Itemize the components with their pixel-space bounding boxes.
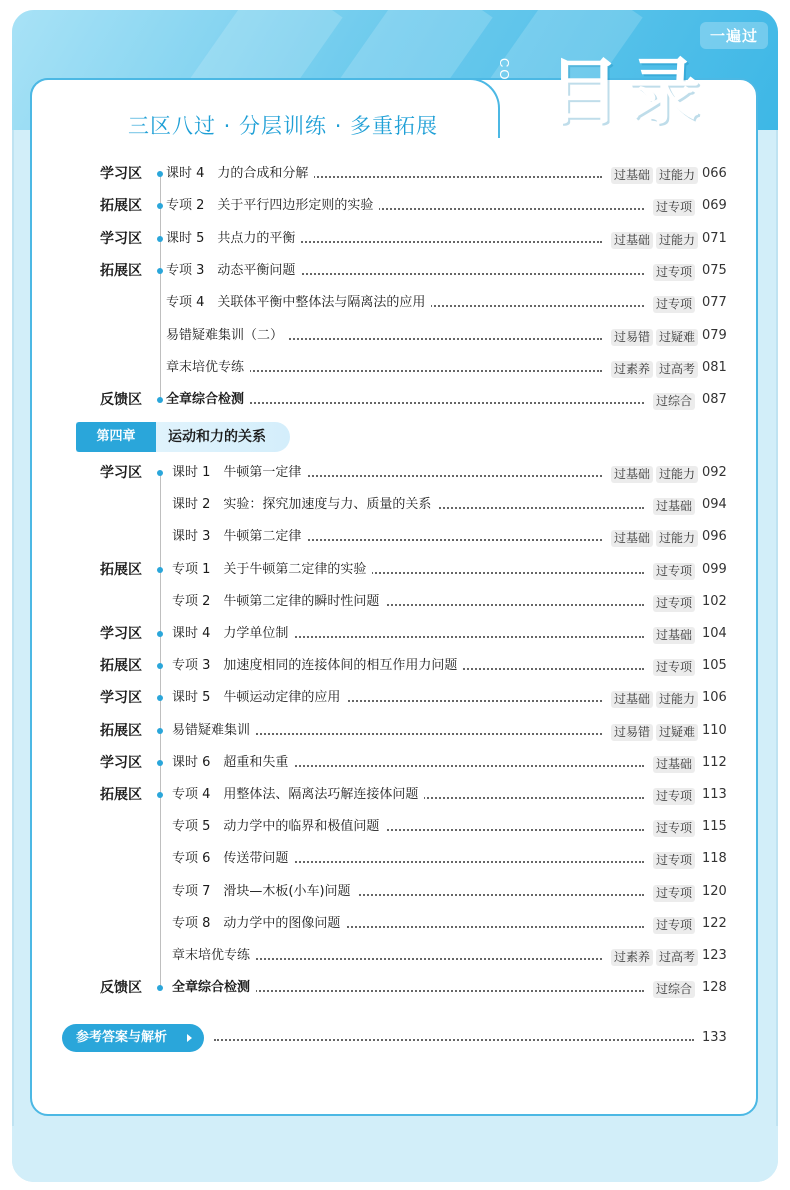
level-tag: 过专项 [653,563,695,580]
answers-page-number[interactable]: 133 [702,1030,727,1045]
zone-dot-icon [157,171,163,177]
toc-entry-tags [650,916,695,934]
toc-entry-title[interactable]: 课时 5 牛顿运动定律的应用 [172,688,346,708]
toc-entry-title[interactable]: 课时 2 实验：探究加速度与力、质量的关系 [172,495,437,515]
toc-entry-title[interactable]: 课时 4 力学单位制 [172,624,294,644]
page-number[interactable]: 106 [702,690,727,706]
slogan: 三区八过 · 分层训练 · 多重拓展 [128,114,439,138]
zone-dot-icon [157,728,163,734]
toc-entry-title[interactable]: 专项 8 动力学中的图像问题 [172,914,346,934]
toc-entry-tags [608,529,698,547]
page-number[interactable]: 128 [702,980,727,996]
zone-label: 学习区 [100,465,142,481]
toc-entry-tags [650,755,695,773]
zone-label: 拓展区 [100,722,142,739]
dot-leader [214,1039,694,1041]
level-tag: 过专项 [653,595,695,612]
toc-entry-tags [650,594,695,612]
toc-entry-title[interactable]: 专项 6 传送带问题 [172,849,294,869]
page-number[interactable]: 118 [702,851,727,867]
level-tag: 过能力 [656,466,698,483]
page-number[interactable]: 081 [702,359,727,375]
zone-dot-icon [157,631,163,637]
page-number[interactable]: 104 [702,626,727,641]
toc-entry-title[interactable]: 专项 1 关于牛顿第二定律的实验 [172,560,372,580]
level-tag: 过疑难 [656,724,698,741]
zone-label: 学习区 [100,626,142,642]
level-tag: 过基础 [611,530,653,547]
page-number[interactable]: 066 [702,166,727,181]
toc-entry-title[interactable]: 专项 2 牛顿第二定律的瞬时性问题 [172,592,385,612]
level-tag: 过疑难 [656,329,698,346]
level-tag: 过能力 [656,167,698,184]
zone-label: 学习区 [100,230,142,247]
toc-entry-tags [650,497,695,515]
level-tag: 过易错 [611,329,653,346]
page-number[interactable]: 094 [702,497,727,513]
toc-entry-tags [650,980,695,998]
level-tag: 过专项 [653,296,695,313]
zone-label: 拓展区 [100,198,142,215]
toc-entry-tags [650,263,695,281]
zone-dot-icon [157,203,163,209]
level-tag: 过基础 [611,232,653,249]
toc-entry-tags [650,198,695,216]
toc-entry-title[interactable]: 专项 7 滑块—木板(小车)问题 [172,882,357,902]
zone-dot-icon [157,397,163,403]
toc-entry-tags [650,819,695,837]
toc-entry-title[interactable]: 专项 4 用整体法、隔离法巧解连接体问题 [172,785,424,805]
toc-entry-title[interactable]: 专项 3 动态平衡问题 [166,261,301,281]
toc-entry-title[interactable]: 专项 4 关联体平衡中整体法与隔离法的应用 [166,293,431,313]
page-number[interactable]: 092 [702,465,727,480]
dot-leader [192,990,644,992]
toc-entry-tags [650,658,695,676]
toc-entry-title[interactable]: 专项 3 加速度相同的连接体间的相互作用力问题 [172,656,463,676]
level-tag: 过基础 [611,466,653,483]
page-number[interactable]: 102 [702,593,727,609]
page-number[interactable]: 113 [702,787,727,802]
level-tag: 过基础 [611,167,653,184]
level-tag: 过基础 [653,627,695,644]
level-tag: 过能力 [656,232,698,249]
page-number[interactable]: 122 [702,915,727,931]
toc-entry-tags [608,231,698,249]
toc-entry-tags [650,851,695,869]
page-number[interactable]: 096 [702,529,727,545]
level-tag: 过基础 [611,691,653,708]
series-logo: 一遍过 [700,22,768,49]
page-number[interactable]: 075 [702,262,727,278]
toc-entry-tags [608,465,698,483]
page-number[interactable]: 071 [702,230,727,246]
page-number[interactable]: 123 [702,948,727,963]
level-tag: 过综合 [653,393,695,410]
toc-entry-tags [650,562,695,580]
zone-dot-icon [157,985,163,991]
toc-entry-title[interactable]: 全章综合检测 [172,978,256,998]
answers-label: 参考答案与解析 [76,1030,168,1045]
toc-entry-tags [608,328,698,346]
chapter-name[interactable]: 运动和力的关系 [168,429,266,445]
toc-entry-tags [650,392,695,410]
level-tag: 过易错 [611,724,653,741]
level-tag: 过专项 [653,820,695,837]
page-number[interactable]: 110 [702,722,727,738]
page-number[interactable]: 120 [702,883,727,899]
toc-entry-tags [650,884,695,902]
toc-entry-title[interactable]: 专项 2 关于平行四边形定则的实验 [166,196,379,216]
page-number[interactable]: 105 [702,658,727,674]
dot-leader [186,402,644,404]
page-number[interactable]: 112 [702,754,727,770]
level-tag: 过基础 [653,756,695,773]
level-tag: 过专项 [653,917,695,934]
toc-entry-title[interactable]: 易错疑难集训（二） [166,326,289,346]
zone-dot-icon [157,792,163,798]
level-tag: 过专项 [653,199,695,216]
level-tag: 过高考 [656,949,698,966]
level-tag: 过专项 [653,885,695,902]
zone-label: 学习区 [100,690,142,707]
page-number[interactable]: 099 [702,561,727,577]
page-number[interactable]: 079 [702,327,727,343]
page-number[interactable]: 087 [702,392,727,408]
zone-label: 反馈区 [100,980,142,997]
zone-label: 拓展区 [100,787,142,803]
level-tag: 过素养 [611,361,653,378]
level-tag: 过综合 [653,981,695,998]
level-tag: 过高考 [656,361,698,378]
toc-entry-title[interactable]: 课时 5 共点力的平衡 [166,229,301,249]
zone-dot-icon [157,470,163,476]
toc-entry-title[interactable]: 章末培优专练 [166,358,250,378]
level-tag: 过能力 [656,691,698,708]
level-tag: 过专项 [653,788,695,805]
toc-entry-tags [608,360,698,378]
toc-entry-tags [650,295,695,313]
toc-entry-tags [608,690,698,708]
level-tag: 过基础 [653,498,695,515]
toc-entry-title[interactable]: 全章综合检测 [166,390,250,410]
zone-dot-icon [157,268,163,274]
toc-entry-title[interactable]: 专项 5 动力学中的临界和极值问题 [172,817,385,837]
zone-dot-icon [157,567,163,573]
zone-dot-icon [157,236,163,242]
toc-entry-tags [608,723,698,741]
zone-dot-icon [157,663,163,669]
zone-label: 学习区 [100,166,142,182]
level-tag: 过能力 [656,530,698,547]
zone-dot-icon [157,760,163,766]
toc-entry-title[interactable]: 课时 1 牛顿第一定律 [172,463,307,483]
page-number[interactable]: 115 [702,819,727,835]
toc-entry-title[interactable]: 易错疑难集训 [172,721,256,741]
toc-entry-title[interactable]: 课时 6 超重和失重 [172,753,294,773]
toc-entry-tags [650,787,695,805]
page-number[interactable]: 069 [702,198,727,214]
zone-dot-icon [157,695,163,701]
zone-label: 拓展区 [100,262,142,279]
level-tag: 过专项 [653,659,695,676]
toc-entry-title[interactable]: 章末培优专练 [172,946,256,966]
zone-label: 拓展区 [100,561,142,578]
page-number[interactable]: 077 [702,295,727,311]
page-title: 目录 [548,50,709,134]
zone-label: 拓展区 [100,658,142,675]
level-tag: 过素养 [611,949,653,966]
toc-entry-tags [650,626,695,644]
level-tag: 过专项 [653,264,695,281]
toc-entry-title[interactable]: 课时 4 力的合成和分解 [166,164,314,184]
zone-label: 学习区 [100,754,142,771]
toc-entry-title[interactable]: 课时 3 牛顿第二定律 [172,527,307,547]
level-tag: 过专项 [653,852,695,869]
chapter-number[interactable]: 第四章 [76,422,156,452]
contents-word: CONTENTS [497,58,512,146]
toc-entry-tags [608,166,698,184]
toc-entry-tags [608,948,698,966]
zone-label: 反馈区 [100,392,142,409]
